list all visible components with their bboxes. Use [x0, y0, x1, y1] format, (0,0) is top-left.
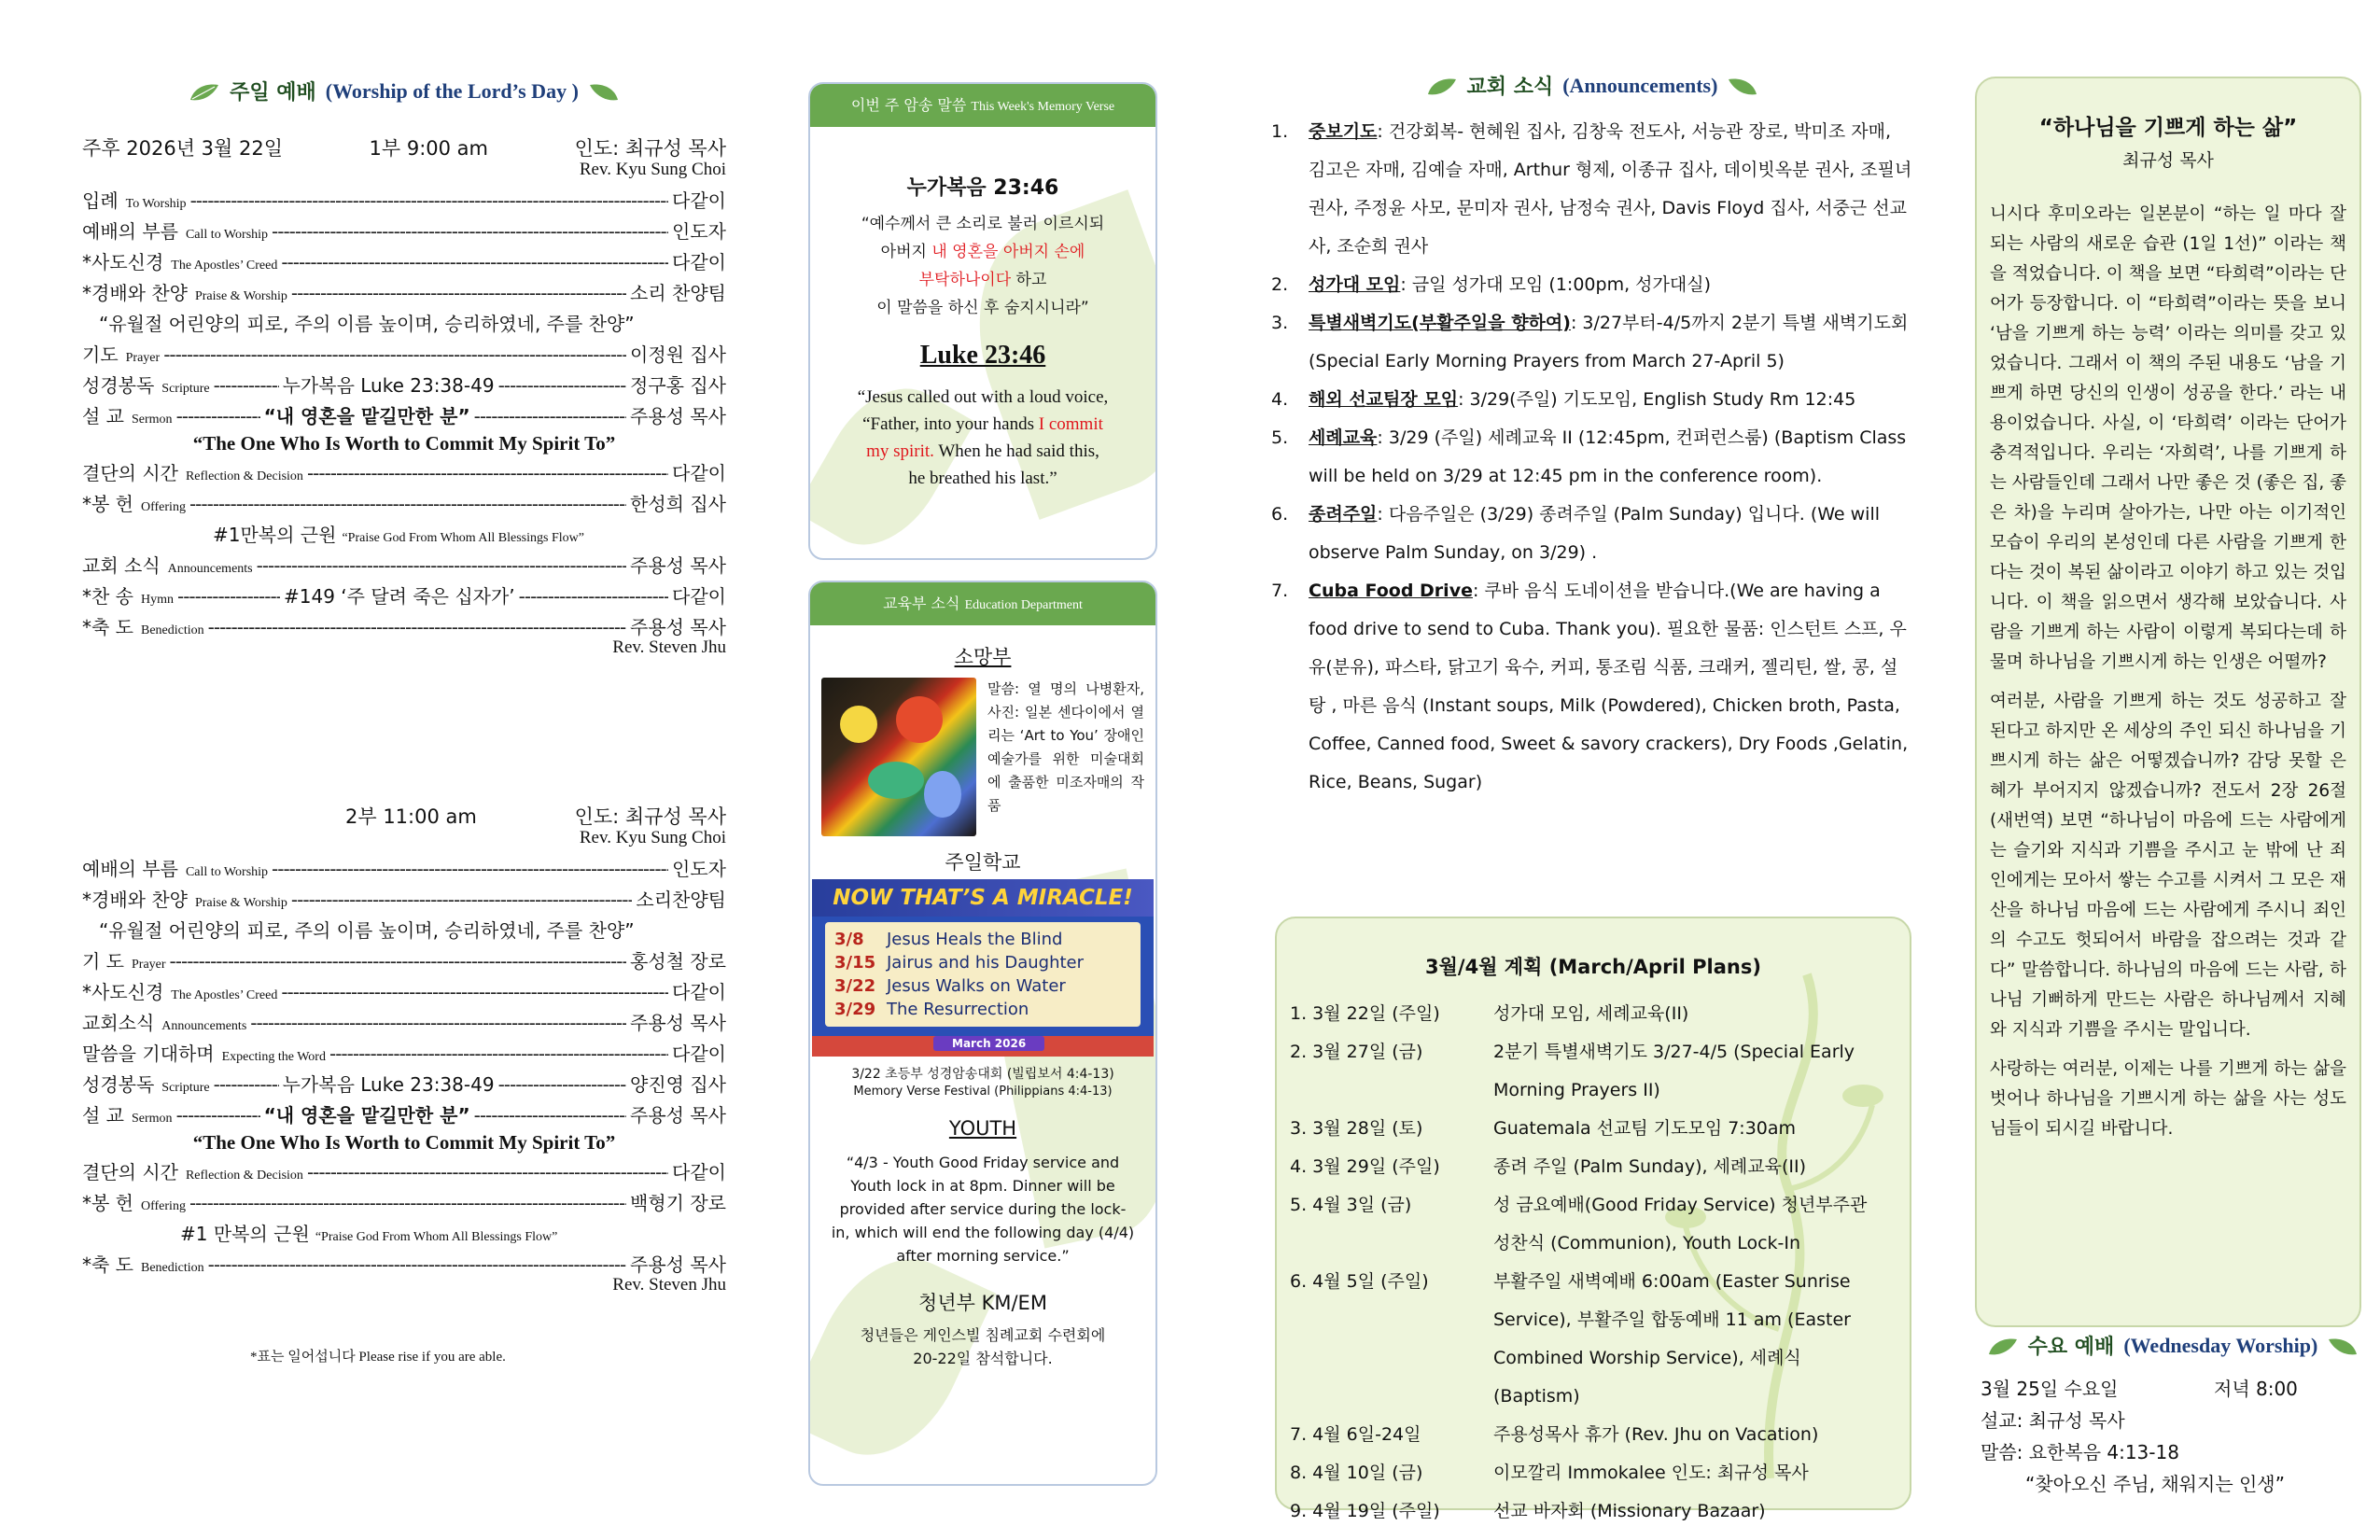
leaf-icon [588, 81, 620, 102]
memory-ref-ko: 누가복음 23:46 [906, 176, 1059, 200]
plan-item: 4. 3월 29일 (주일) 종려 주일 (Palm Sunday), 세례교육(II) [1290, 1156, 1807, 1177]
worship-date: 주후 2026년 3월 22일 [82, 137, 283, 160]
plan-item: 5. 4월 3일 (금) 성 금요예배(Good Friday Service) 청년부주관 성찬식 (Communion), Youth Lock-In [1290, 1195, 1868, 1253]
miracle-item: 3/22 Jesus Walks on Water [834, 976, 1066, 996]
miracle-title: NOW THAT’S A MIRACLE! [812, 879, 1154, 917]
somang-title: 소망부 [954, 646, 1012, 668]
service-row: 교회 소식 Announcements ----- 주용성 목사 [82, 551, 726, 581]
announcement-item: 2. 성가대 모임: 금일 성가대 모임 (1:00pm, 성가대실) [1271, 274, 1711, 295]
education-box [808, 581, 1157, 1486]
announcement-item: 1. 중보기도: 건강회복- 현혜원 집사, 김창욱 전도사, 서능관 장로, 박미조 자매, 김고은 자매, 김예슬 자매, Arthur 형제, 이종규 집사, 데이빗옥분 권사, 조필녀 권사, 주정윤 사모, 문미자 권사, 남정숙 권사, Davis Floyd 집사, 서중근 선교사, 조순희 권사 [1271, 121, 1912, 257]
wednesday-column [1977, 1331, 2369, 1500]
plans-box [1275, 917, 1911, 1521]
praise-song: “유월절 어린양의 피로, 주의 이름 높이며, 승리하였네, 주를 찬양” [99, 313, 635, 335]
service-row: 예배의 부름 Call to Worship ----- 인도자 [82, 217, 726, 247]
service-row: *사도신경 The Apostles’ Creed ----- 다같이 [82, 977, 726, 1008]
kmem-text: 청년들은 게인스빌 침례교회 수련회에 20-22일 참석합니다. [860, 1326, 1106, 1367]
second-service-leader: 인도: 최규성 목사 [574, 805, 726, 828]
plans-title: 3월/4월 계획 (March/April Plans) [1425, 956, 1761, 978]
sermon-row: 설 교 Sermon ----- “내 영혼을 맡길만한 분” ----- 주용성 목사 [82, 401, 726, 432]
memory-verse-en: “Jesus called out with a loud voice, “Father, into your hands I commit my spirit. When he had said this, he breathed his last.” [857, 387, 1109, 488]
wednesday-theme: “찾아오신 주님, 채워지는 인생” [2025, 1473, 2285, 1495]
announcement-item: 5. 세례교육: 3/29 (주일) 세례교육 II (12:45pm, 컨퍼런스룸) (Baptism Class will be held on 3/29 at 12:45 pm in the conference room). [1271, 427, 1907, 486]
festival-ko: 3/22 초등부 성경암송대회 (빌립보서 4:4-13) [851, 1067, 1114, 1082]
announcement-item: 3. 특별새벽기도(부활주일을 향하여): 3/27부터-4/5까지 2분기 특별 새벽기도회 (Special Early Morning Prayers from March 27-April 5) [1271, 313, 1909, 371]
wednesday-title: 수요 예배 (Wednesday Worship) [1977, 1331, 2369, 1360]
miracle-month: March 2026 [933, 1036, 1044, 1051]
benediction-en-2: Rev. Steven Jhu [612, 1275, 726, 1295]
youth-text: “4/3 - Youth Good Friday service and Youth lock in at 8pm. Dinner will be provided after service during the lock-in, which will end the following day (4/4) after morning service.” [831, 1154, 1135, 1265]
service-row: 교회소식 Announcements ----- 주용성 목사 [82, 1008, 726, 1039]
wednesday-time: 저녁 8:00 [2214, 1378, 2298, 1400]
youth-title: YOUTH [948, 1117, 1017, 1140]
essay-title: “하나님을 기쁘게 하는 삶” [2038, 116, 2298, 140]
announcement-item: 4. 해외 선교팀장 모임: 3/29(주일) 기도모임, English Study Rm 12:45 [1271, 389, 1856, 410]
scripture-row: 성경봉독 Scripture ----- 누가복음 Luke 23:38-49 ----- 정구홍 집사 [82, 371, 726, 401]
miracle-item: 3/29 The Resurrection [834, 1000, 1029, 1019]
footnote: *표는 일어섭니다 Please rise if you are able. [250, 1350, 506, 1365]
kmem-title: 청년부 KM/EM [918, 1292, 1047, 1314]
announcement-item: 7. Cuba Food Drive: 쿠바 음식 도네이션을 받습니다.(We are having a food drive to send to Cuba. Thank you). 필요한 물품: 인스턴트 스프, 우유(분유), 파스타, 닭고기 육수, 커피, 통조림 식품, 크래커, 젤리틴, 쌀, 콩, 설탕 , 마른 음식 (Instant soups, Milk (Powdered), Chicken broth, Pasta, Coffee, Canned food, Sweet & savory crackers), Dry Foods ,Gelatin, Rice, Beans, Sugar) [1271, 581, 1909, 792]
first-service-leader: 인도: 최규성 목사 [574, 137, 726, 160]
worship-title-ko: 주일 예배 [230, 80, 316, 105]
announcements-title: 교회 소식 (Announcements) [1271, 71, 1913, 100]
wednesday-scripture: 말씀: 요한복음 4:13-18 [1981, 1441, 2179, 1463]
plan-item: 3. 3월 28일 (토) Guatemala 선교팀 기도모임 7:30am [1290, 1118, 1797, 1139]
doxology-row-2: #1 만복의 근원 “Praise God From Whom All Blessings Flow” [180, 1223, 558, 1245]
service-row: 기도 Prayer ----- 이정원 집사 [82, 340, 726, 371]
doxology-row: #1만복의 근원 “Praise God From Whom All Blessings Flow” [213, 524, 584, 546]
service-row: *경배와 찬양 Praise & Worship ----- 소리찬양팀 [82, 885, 726, 916]
plan-item: 6. 4월 5일 (주일) 부활주일 새벽예배 6:00am (Easter Sunrise Service), 부활주일 합동예배 11 am (Easter Combined Worship Service), 세례식(Baptism) [1290, 1271, 1851, 1407]
essay-box [1975, 77, 2361, 1327]
service-row: 입례 To Worship ----- 다같이 [82, 186, 726, 217]
memory-ref-en: Luke 23:46 [919, 341, 1046, 370]
sunday-school-title: 주일학교 [945, 851, 1021, 874]
miracle-item: 3/15 Jairus and his Daughter [834, 953, 1085, 973]
announcements-column [1271, 71, 1913, 802]
announcement-list [1271, 113, 1913, 802]
second-service-time: 2부 11:00 am [345, 805, 477, 828]
miracle-item: 3/8 Jesus Heals the Blind [834, 930, 1063, 949]
service-row: *봉 헌 Offering ----- 한성희 집사 [82, 489, 726, 520]
somang-text: 말씀: 열 명의 나병환자, 사진: 일본 센다이에서 열리는 ‘Art to You’ 장애인 예술가를 위한 미술대회에 출품한 미조자매의 작품 [987, 680, 1144, 814]
praise-song-2: “유월절 어린양의 피로, 주의 이름 높이며, 승리하였네, 주를 찬양” [99, 919, 635, 942]
leaf-icon [189, 81, 220, 102]
plans-list [1277, 980, 1910, 1531]
service-row: *경배와 찬양 Praise & Worship ----- 소리 찬양팀 [82, 278, 726, 309]
worship-title-en: (Worship of the Lord’s Day ) [325, 78, 579, 103]
service-row: 말씀을 기대하며 Expecting the Word ----- 다같이 [82, 1039, 726, 1070]
essay-body: 니시다 후미오라는 일본분이 “하는 일 마다 잘되는 사람의 새로운 습관 (1일 1선)” 이라는 책을 적었습니다. 이 책을 보면 “타희력”이라는 단어가 등장합니다. 이 “타희력”이라는 뜻을 보니 ‘남을 기쁘게 하는 능력’ 이라는 의미를 갖고 있었습니다. 그래서 이 책의 주된 내용도 ‘남을 기쁘게 하면 당신의 인생이 성공을 한다.’ 라는 내용이었습니다. 사실, 이 ‘타희력’ 이라는 단어가 충격적입니다. 우리는 ‘자희력’, 나를 기쁘게 하는 사람들인데 그래서 나만 좋은 것 (좋은 집, 좋은 차)을 누리며 살아가는, 나만 아는 이기적인 모습이 우리의 본성인데 다른 사람을 기쁘게 한다는 것이 복된 삶이라고 이야기 하고 있는 것입니다. 이 책을 읽으면서 생각해 보았습니다. 사람을 기쁘게 하는 사람이 이렇게 복되다는데 하물며 하나님을 기쁘시게 하는 인생은 어떨까? 여러분, 사람을 기쁘게 하는 것도 성공하고 잘 된다고 하지만 온 세상의 주인 되신 하나님을 기쁘시게 하는 삶은 어떻겠습니까? 감당 못할 은혜가 부어지지 않겠습니까? 전도서 2장 26절(새번역) 보면 “하나님이 마음에 드는 사람에게는 슬기와 지식과 기쁨을 주시고 눈 밖에 난 죄인에게는 모아서 쌓는 수고를 시켜서 그 모은 재산을 하나님 마음에 드는 사람에게 주시니 죄인의 수고도 헛되어서 바람을 잡으려는 것과 같다” 말씀합니다. 하나님의 마음에 드는 사람, 하나님 기뻐하게 만드는 사람은 하나님께서 지혜와 지식과 기쁨을 주시는 말입니다. 사랑하는 여러분, 이제는 나를 기쁘게 하는 삶을 벗어나 하나님을 기쁘시게 하는 삶을 사는 성도님들이 되시길 바랍니다. [1990, 204, 2347, 1139]
miracle-banner [812, 879, 1154, 1057]
benediction-row: *축 도 Benediction ----- 주용성 목사 [82, 612, 726, 643]
sermon-title-en-2: “The One Who Is Worth to Commit My Spirit To” [192, 1131, 616, 1154]
memory-verse-header: 이번 주 암송 말씀 This Week's Memory Verse [810, 84, 1155, 127]
announcement-item: 6. 종려주일: 다음주일은 (3/29) 종려주일 (Palm Sunday) 입니다. (We will observe Palm Sunday, on 3/29) . [1271, 504, 1881, 563]
scripture-row-2: 성경봉독 Scripture ----- 누가복음 Luke 23:38-49 ----- 양진영 집사 [82, 1070, 726, 1100]
plan-item: 7. 4월 6일-24일 주용성목사 휴가 (Rev. Jhu on Vacation) [1290, 1424, 1819, 1445]
service-row: 결단의 시간 Reflection & Decision ----- 다같이 [82, 458, 726, 489]
benediction-en: Rev. Steven Jhu [612, 637, 726, 657]
plan-item: 1. 3월 22일 (주일) 성가대 모임, 세례교육(II) [1290, 1003, 1689, 1024]
leaf-icon [1727, 76, 1758, 96]
worship-title [82, 77, 726, 105]
leaf-icon [1426, 76, 1458, 96]
plan-item: 9. 4월 19일 (주일) 선교 바자회 (Missionary Bazaar) [1290, 1501, 1766, 1521]
festival-en: Memory Verse Festival (Philippians 4:4-13) [853, 1085, 1113, 1099]
plan-item: 2. 3월 27일 (금) 2분기 특별새벽기도 3/27-4/5 (Special Early Morning Prayers II) [1290, 1042, 1855, 1100]
worship-column [82, 77, 726, 1365]
plan-item: 8. 4월 10일 (금) 이모깔리 Immokalee 인도: 최규성 목사 [1290, 1463, 1809, 1483]
wednesday-date: 3월 25일 수요일 [1981, 1378, 2119, 1400]
service-row: 예배의 부름 Call to Worship ----- 인도자 [82, 854, 726, 885]
wednesday-preacher: 설교: 최규성 목사 [1981, 1409, 2125, 1432]
sermon-row-2: 설 교 Sermon ----- “내 영혼을 맡길만한 분” ----- 주용성 목사 [82, 1100, 726, 1131]
essay-author: 최규성 목사 [2122, 150, 2214, 171]
hymn-row: *찬 송 Hymn ----- #149 ‘주 달려 죽은 십자가’ ----- 다같이 [82, 581, 726, 612]
first-service-time: 1부 9:00 am [369, 137, 489, 160]
leaf-icon [1987, 1336, 2019, 1356]
memory-verse-ko: “예수께서 큰 소리로 불러 이르시되 아버지 내 영혼을 아버지 손에 부탁하나이다 하고 이 말씀을 하신 후 숨지시니라” [861, 215, 1105, 317]
service-row: 기 도 Prayer ----- 홍성철 장로 [82, 946, 726, 977]
service-row: *봉 헌 Offering ----- 백형기 장로 [82, 1188, 726, 1219]
service-row: 결단의 시간 Reflection & Decision ----- 다같이 [82, 1157, 726, 1188]
benediction-row-2: *축 도 Benediction ----- 주용성 목사 [82, 1250, 726, 1281]
education-header: 교육부 소식 Education Department [810, 582, 1155, 625]
first-leader-en: Rev. Kyu Sung Choi [579, 160, 726, 179]
service-row: *사도신경 The Apostles’ Creed ----- 다같이 [82, 247, 726, 278]
leaf-icon [2327, 1336, 2359, 1356]
second-leader-en: Rev. Kyu Sung Choi [579, 828, 726, 847]
memory-verse-box [808, 82, 1157, 560]
sermon-title-en: “The One Who Is Worth to Commit My Spirit To” [192, 432, 616, 455]
artwork-image [821, 678, 976, 836]
